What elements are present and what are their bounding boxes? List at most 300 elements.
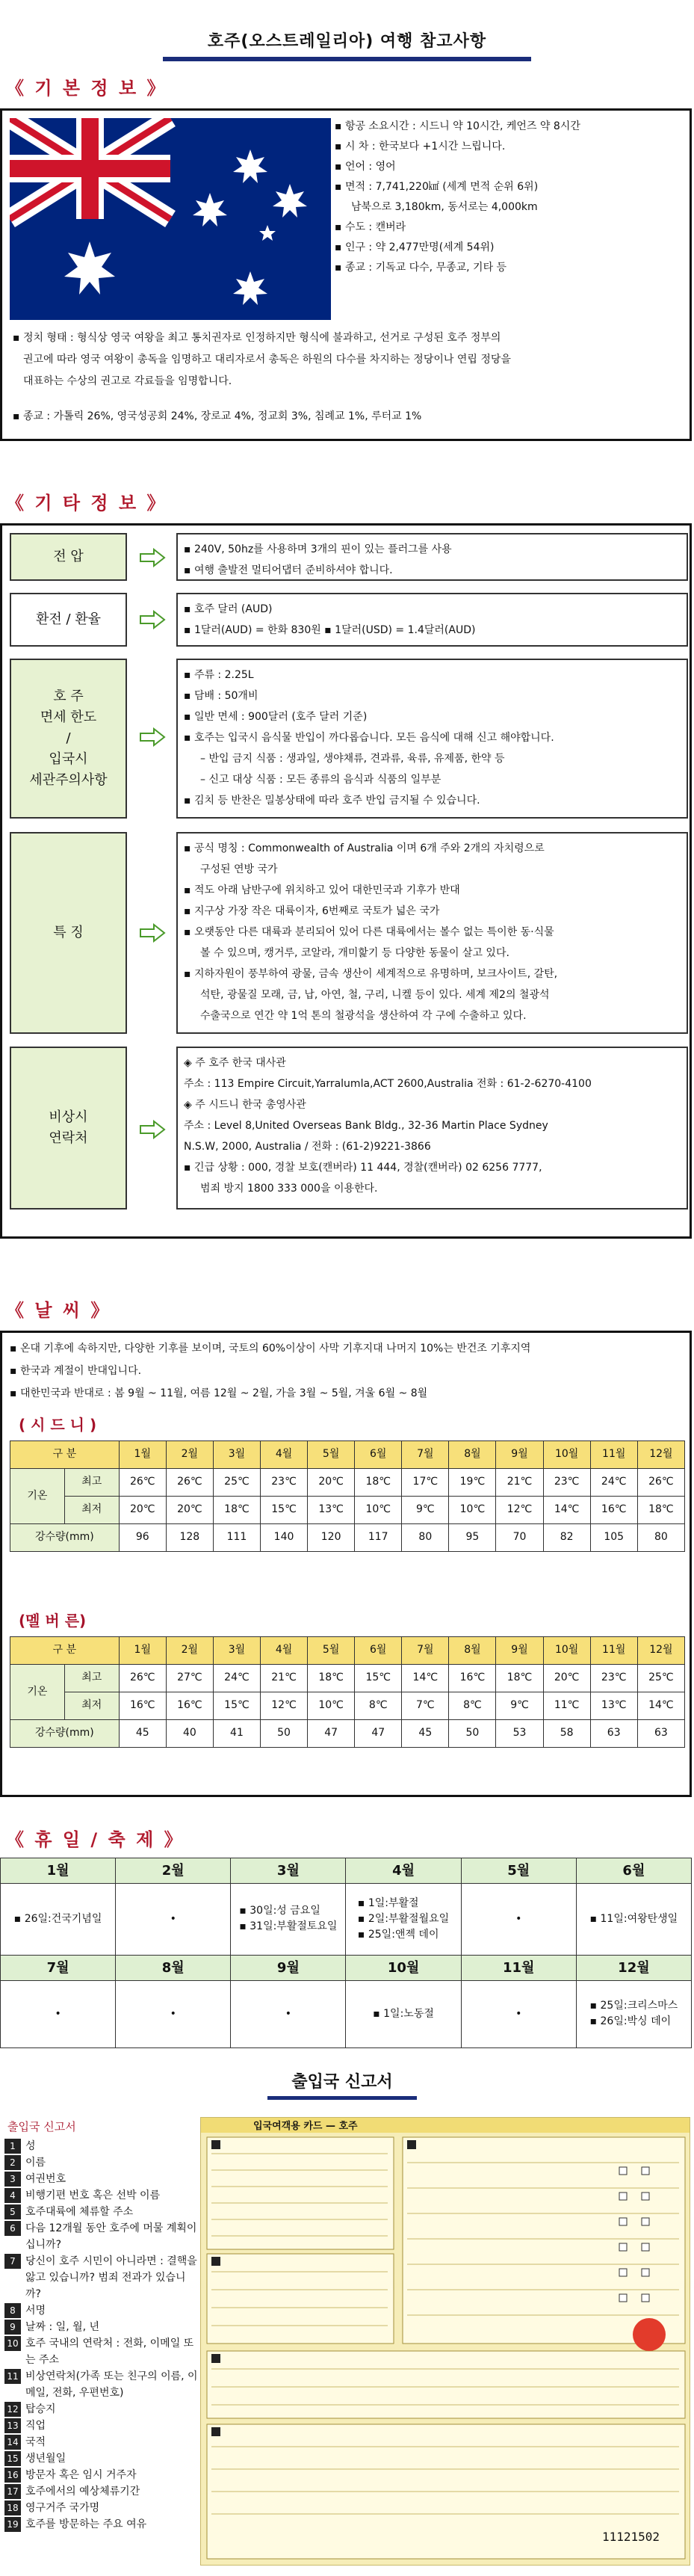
arrow-right-icon <box>139 923 166 943</box>
max-temp-cell: 20℃ <box>543 1665 590 1692</box>
exchange-label: 환전 / 환율 <box>10 593 127 647</box>
arrival-field-item <box>4 2516 200 2533</box>
duty-free-line: – 신고 대상 식품 : 모든 종류의 음식과 식품의 일부분 <box>200 774 442 786</box>
weather-header-cell: 9월 <box>496 1441 543 1469</box>
holiday-text <box>239 1903 337 1935</box>
max-temp-cell: 25℃ <box>637 1665 684 1692</box>
rainfall-cell: 50 <box>261 1720 308 1748</box>
max-temp-cell: 18℃ <box>355 1469 402 1497</box>
min-temp-cell: 15℃ <box>261 1497 308 1524</box>
holiday-entry: ▪ 30일:성 금요일 <box>239 1905 320 1917</box>
holiday-text <box>590 1998 678 2030</box>
weather-header-cell: 5월 <box>308 1637 355 1665</box>
rainfall-cell: 80 <box>402 1524 449 1552</box>
features-line: 석탄, 광물질 모래, 금, 납, 아연, 철, 구리, 니켈 등이 있다. 세계 제2의 철광석 <box>200 989 550 1001</box>
holiday-cell <box>576 1981 691 2048</box>
min-temp-cell: 9℃ <box>402 1497 449 1524</box>
arrow-right-icon <box>139 1120 166 1139</box>
holiday-entry: • <box>55 2007 61 2020</box>
weather-header-row <box>10 1637 685 1665</box>
rainfall-cell: 120 <box>308 1524 355 1552</box>
duty-free-content <box>176 659 688 819</box>
arrival-field-item <box>4 2187 200 2204</box>
max-temp-cell: 26℃ <box>119 1469 166 1497</box>
rainfall-cell: 111 <box>213 1524 260 1552</box>
holiday-cell <box>1 1884 116 1956</box>
holiday-entry: • <box>515 1912 522 1925</box>
weather-header-cell: 9월 <box>496 1637 543 1665</box>
sydney-weather-table <box>10 1440 685 1552</box>
holiday-month-cell: 8월 <box>116 1956 231 1981</box>
arrival-field-item <box>4 2500 200 2516</box>
exchange-content <box>176 593 688 647</box>
min-temp-label: 최저 <box>64 1497 119 1524</box>
min-temp-cell: 13℃ <box>308 1497 355 1524</box>
field-description: 이름 <box>25 2157 46 2169</box>
arrival-list-heading: 출입국 신고서 <box>7 2120 76 2133</box>
emergency-line: 범죄 방지 1800 333 000을 이용한다. <box>200 1183 378 1195</box>
features-line: ▪ 적도 아래 남반구에 위치하고 있어 대한민국과 기후가 반대 <box>184 884 460 896</box>
weather-header-cell: 1월 <box>119 1441 166 1469</box>
capital: ▪ 수도 : 캔버라 <box>335 221 406 233</box>
holidays-heading: 《 휴 일 / 축 제 》 <box>6 1829 185 1850</box>
max-temp-label: 최고 <box>64 1665 119 1692</box>
holiday-entry: • <box>170 1912 176 1925</box>
field-number-badge: 1 <box>4 2139 21 2154</box>
weather-max-row <box>10 1665 685 1692</box>
max-temp-cell: 21℃ <box>496 1469 543 1497</box>
flight-time: ▪ 항공 소요시간 : 시드니 약 10시간, 케언즈 약 8시간 <box>335 120 580 132</box>
max-temp-cell: 19℃ <box>449 1469 496 1497</box>
weather-header-cell: 1월 <box>119 1637 166 1665</box>
rainfall-cell: 53 <box>496 1720 543 1748</box>
field-description: 영구거주 국가명 <box>25 2502 100 2514</box>
emergency-line: ▪ 긴급 상황 : 000, 경찰 보호(캔버라) 11 444, 경찰(캔버라) 02 6256 7777, <box>184 1162 542 1174</box>
field-description: 직업 <box>25 2420 46 2432</box>
min-temp-cell: 20℃ <box>119 1497 166 1524</box>
holiday-month-cell: 7월 <box>1 1956 116 1981</box>
holiday-cell <box>461 1884 576 1956</box>
exchange-line: ▪ 1달러(AUD) = 한화 830원 ▪ 1달러(USD) = 1.4달러(AUD) <box>184 624 476 636</box>
rainfall-cell: 47 <box>355 1720 402 1748</box>
min-temp-cell: 8℃ <box>449 1692 496 1720</box>
duty-free-line: – 반입 금지 식품 : 생과일, 생야채류, 견과류, 육류, 유제품, 한약 등 <box>200 753 505 765</box>
min-temp-label: 최저 <box>64 1692 119 1720</box>
page-title <box>163 27 531 61</box>
duty-free-line: ▪ 일반 면세 : 900달러 (호주 달러 기준) <box>184 711 368 723</box>
holiday-entry: • <box>170 2007 176 2020</box>
max-temp-cell: 15℃ <box>355 1665 402 1692</box>
rainfall-cell: 45 <box>402 1720 449 1748</box>
max-temp-cell: 25℃ <box>213 1469 260 1497</box>
max-temp-cell: 17℃ <box>402 1469 449 1497</box>
max-temp-label: 최고 <box>64 1469 119 1497</box>
holiday-text <box>55 2006 61 2022</box>
misc-info-heading: 《 기 타 정 보 》 <box>6 493 167 514</box>
field-description: 호주를 방문하는 주요 여유 <box>25 2518 147 2530</box>
max-temp-cell: 21℃ <box>261 1665 308 1692</box>
arrival-field-item <box>4 2171 200 2187</box>
rainfall-cell: 105 <box>590 1524 637 1552</box>
holiday-month-cell: 10월 <box>346 1956 461 1981</box>
holiday-value-row <box>1 1884 692 1956</box>
min-temp-cell: 16℃ <box>166 1692 213 1720</box>
basic-info-box <box>0 108 692 441</box>
voltage-content <box>176 533 688 581</box>
min-temp-cell: 9℃ <box>496 1692 543 1720</box>
holiday-entry: ▪ 26일:건국기념일 <box>13 1912 102 1925</box>
arrival-card-form-graphic <box>201 2118 690 2566</box>
min-temp-cell: 10℃ <box>355 1497 402 1524</box>
holiday-entry: ▪ 1일:부활절 <box>357 1896 419 1909</box>
holiday-cell <box>576 1884 691 1956</box>
field-number-badge: 14 <box>4 2435 21 2450</box>
arrival-field-item <box>4 2220 200 2253</box>
min-temp-cell: 12℃ <box>261 1692 308 1720</box>
weather-intro <box>10 1337 530 1405</box>
exchange-line: ▪ 호주 달러 (AUD) <box>184 603 273 615</box>
arrival-field-item <box>4 2450 200 2467</box>
weather-rain-row <box>10 1524 685 1552</box>
weather-heading: 《 날 씨 》 <box>6 1300 111 1321</box>
min-temp-cell: 18℃ <box>213 1497 260 1524</box>
weather-header-cell: 12월 <box>637 1637 684 1665</box>
field-description: 날짜 : 일, 월, 년 <box>25 2321 100 2333</box>
weather-header-cell: 6월 <box>355 1441 402 1469</box>
rainfall-cell: 40 <box>166 1720 213 1748</box>
holiday-month-cell: 11월 <box>461 1956 576 1981</box>
features-line: ▪ 공식 명칭 : Commonwealth of Australia 이며 6개 주와 2개의 자치령으로 <box>184 842 545 854</box>
features-line: ▪ 오랫동안 다른 대륙과 분리되어 있어 다른 대륙에서는 볼수 없는 특이한 동·식물 <box>184 926 554 938</box>
title-underline <box>163 57 531 61</box>
arrow-right-icon <box>139 727 166 747</box>
arrival-field-item <box>4 2418 200 2434</box>
rainfall-cell: 58 <box>543 1720 590 1748</box>
emergency-line: ◈ 주 시드니 한국 총영사관 <box>184 1099 306 1111</box>
politics-line-1: ▪ 정치 형태 : 형식상 영국 여왕을 최고 통치권자로 인정하지만 형식에 불과하고, 선거로 구성된 호주 정부의 <box>13 332 501 344</box>
field-description: 탑승지 <box>25 2403 56 2415</box>
field-description: 당신이 호주 시민이 아니라면 : 결핵을 앓고 있습니까? 범죄 전과가 있습니까? <box>25 2255 197 2300</box>
rainfall-cell: 45 <box>119 1720 166 1748</box>
weather-header-cell: 4월 <box>261 1637 308 1665</box>
holiday-entry: ▪ 1일:노동절 <box>373 2007 434 2020</box>
arrival-field-item <box>4 2368 200 2401</box>
max-temp-cell: 20℃ <box>308 1469 355 1497</box>
voltage-label: 전 압 <box>10 533 127 581</box>
holiday-text <box>515 1911 521 1927</box>
field-number-badge: 3 <box>4 2172 21 2187</box>
arrival-card-underline <box>267 2096 417 2100</box>
weather-intro-line: ▪ 대한민국과 반대로 : 봄 9월 ~ 11월, 여름 12월 ~ 2월, 가을 3월 ~ 5월, 겨울 6월 ~ 8월 <box>10 1387 428 1399</box>
field-description: 방문자 혹은 임시 거주자 <box>25 2469 137 2481</box>
arrival-field-item <box>4 2154 200 2171</box>
weather-header-cell: 4월 <box>261 1441 308 1469</box>
holiday-entry: ▪ 25일:크리스마스 <box>589 2000 678 2012</box>
holiday-month-cell: 12월 <box>576 1956 691 1981</box>
holiday-cell <box>346 1981 461 2048</box>
duty-free-label: 호 주 면세 한도 / 입국시 세관주의사항 <box>10 659 127 819</box>
holiday-text <box>358 1896 449 1943</box>
emergency-line: 주소 : 113 Empire Circuit,Yarralumla,ACT 2600,Australia 전화 : 61-2-6270-4100 <box>184 1078 592 1090</box>
field-description: 호주대륙에 체류할 주소 <box>25 2206 134 2218</box>
holiday-entry: ▪ 11일:여왕탄생일 <box>589 1912 678 1925</box>
emergency-line: ◈ 주 호주 한국 대사관 <box>184 1057 286 1069</box>
features-line: ▪ 지하자원이 풍부하여 광물, 금속 생산이 세계적으로 유명하며, 보크사이트, 갈탄, <box>184 968 558 980</box>
weather-header-cell: 7월 <box>402 1637 449 1665</box>
max-temp-cell: 18℃ <box>496 1665 543 1692</box>
max-temp-cell: 26℃ <box>166 1469 213 1497</box>
weather-header-cell: 5월 <box>308 1441 355 1469</box>
emergency-line: 주소 : Level 8,United Overseas Bank Bldg., 32-36 Martin Place Sydney <box>184 1120 548 1132</box>
rainfall-cell: 82 <box>543 1524 590 1552</box>
field-description: 호주 국내의 연락처 : 전화, 이메일 또는 주소 <box>25 2338 194 2366</box>
max-temp-cell: 23℃ <box>261 1469 308 1497</box>
voltage-line: ▪ 여행 출발전 멀티어댑터 준비하셔야 합니다. <box>184 564 393 576</box>
holiday-month-cell: 9월 <box>231 1956 346 1981</box>
holiday-value-row <box>1 1981 692 2048</box>
holiday-month-cell: 3월 <box>231 1858 346 1884</box>
holiday-month-cell: 1월 <box>1 1858 116 1884</box>
weather-header-cell: 구 분 <box>10 1637 120 1665</box>
area: ▪ 면적 : 7,741,220㎢ (세계 면적 순위 6위) <box>335 181 539 193</box>
holiday-month-cell: 5월 <box>461 1858 576 1884</box>
holiday-text <box>515 2006 521 2022</box>
weather-rain-row <box>10 1720 685 1748</box>
field-description: 비행기편 번호 혹은 선박 이름 <box>25 2190 161 2201</box>
holiday-entry: ▪ 25일:앤젝 데이 <box>357 1928 439 1941</box>
emergency-line: N.S.W, 2000, Australia / 전화 : (61-2)9221-3866 <box>184 1141 431 1153</box>
min-temp-cell: 14℃ <box>543 1497 590 1524</box>
weather-header-cell: 10월 <box>543 1637 590 1665</box>
holiday-month-cell: 2월 <box>116 1858 231 1884</box>
rainfall-cell: 63 <box>590 1720 637 1748</box>
rainfall-cell: 70 <box>496 1524 543 1552</box>
australian-flag-icon <box>10 118 331 320</box>
weather-header-cell: 3월 <box>213 1637 260 1665</box>
min-temp-cell: 18℃ <box>637 1497 684 1524</box>
min-temp-cell: 11℃ <box>543 1692 590 1720</box>
max-temp-cell: 24℃ <box>590 1469 637 1497</box>
field-description: 비상연락처(가족 또는 친구의 이름, 이메일, 전화, 우편번호) <box>25 2370 198 2399</box>
max-temp-cell: 18℃ <box>308 1665 355 1692</box>
politics-line-2: 권고에 따라 영국 여왕이 총독을 임명하고 대리자로서 총독은 하원의 다수를 차지하는 정당이나 연립 정당을 <box>23 354 511 366</box>
arrival-field-item <box>4 2401 200 2418</box>
features-line: ▪ 지구상 가장 작은 대륙이자, 6번째로 국토가 넓은 국가 <box>184 905 440 917</box>
min-temp-cell: 10℃ <box>308 1692 355 1720</box>
field-description: 여권번호 <box>25 2173 66 2185</box>
holiday-month-row <box>1 1956 692 1981</box>
holiday-cell <box>116 1981 231 2048</box>
arrival-card-serial: 11121502 <box>601 2530 660 2545</box>
features-content <box>176 832 688 1034</box>
city-name-sydney: ( 시 드 니 ) <box>19 1416 97 1434</box>
weather-header-row <box>10 1441 685 1469</box>
weather-header-cell: 7월 <box>402 1441 449 1469</box>
field-number-badge: 18 <box>4 2500 21 2515</box>
rainfall-label: 강수량(mm) <box>10 1720 120 1748</box>
rainfall-cell: 117 <box>355 1524 402 1552</box>
field-description: 서명 <box>25 2305 46 2317</box>
weather-header-cell: 3월 <box>213 1441 260 1469</box>
weather-intro-line: ▪ 한국과 계절이 반대입니다. <box>10 1365 142 1377</box>
max-temp-cell: 26℃ <box>637 1469 684 1497</box>
min-temp-cell: 20℃ <box>166 1497 213 1524</box>
field-number-badge: 9 <box>4 2320 21 2335</box>
temperature-label: 기온 <box>10 1665 65 1720</box>
field-number-badge: 13 <box>4 2418 21 2433</box>
weather-header-cell: 8월 <box>449 1637 496 1665</box>
weather-header-cell: 6월 <box>355 1637 402 1665</box>
holiday-cell <box>1 1981 116 2048</box>
min-temp-cell: 16℃ <box>119 1692 166 1720</box>
weather-max-row <box>10 1469 685 1497</box>
duty-free-line: ▪ 호주는 입국시 음식물 반입이 까다롭습니다. 모든 음식에 대해 신고 해야합니다. <box>184 732 554 744</box>
holiday-text <box>590 1911 678 1927</box>
holiday-month-cell: 4월 <box>346 1858 461 1884</box>
weather-header-cell: 12월 <box>637 1441 684 1469</box>
melbourne-weather-table <box>10 1636 685 1748</box>
holiday-month-row <box>1 1858 692 1884</box>
field-number-badge: 12 <box>4 2402 21 2417</box>
field-number-badge: 17 <box>4 2484 21 2499</box>
area-detail: 남북으로 3,180km, 동서로는 4,000km <box>351 201 538 213</box>
rainfall-cell: 47 <box>308 1720 355 1748</box>
page-title-text: 호주(오스트레일리아) 여행 참고사항 <box>207 32 487 51</box>
min-temp-cell: 8℃ <box>355 1692 402 1720</box>
holiday-text <box>14 1911 102 1927</box>
field-number-badge: 11 <box>4 2369 21 2384</box>
max-temp-cell: 27℃ <box>166 1665 213 1692</box>
holiday-entry: ▪ 31일:부활절토요일 <box>239 1920 338 1933</box>
field-description: 호주에서의 예상체류기간 <box>25 2486 140 2498</box>
holiday-cell <box>461 1981 576 2048</box>
weather-min-row <box>10 1497 685 1524</box>
field-number-badge: 8 <box>4 2303 21 2318</box>
rainfall-label: 강수량(mm) <box>10 1524 120 1552</box>
weather-box <box>0 1331 692 1797</box>
weather-header-cell: 2월 <box>166 1441 213 1469</box>
emergency-content <box>176 1047 688 1210</box>
min-temp-cell: 16℃ <box>590 1497 637 1524</box>
voltage-line: ▪ 240V, 50hz를 사용하며 3개의 핀이 있는 플러그를 사용 <box>184 543 452 555</box>
field-number-badge: 19 <box>4 2517 21 2532</box>
politics-text <box>13 327 685 392</box>
weather-header-cell: 2월 <box>166 1637 213 1665</box>
max-temp-cell: 16℃ <box>449 1665 496 1692</box>
arrival-field-item <box>4 2138 200 2154</box>
min-temp-cell: 13℃ <box>590 1692 637 1720</box>
field-number-badge: 6 <box>4 2221 21 2236</box>
arrival-field-item <box>4 2483 200 2500</box>
duty-free-line: ▪ 담배 : 50개비 <box>184 690 258 702</box>
religion-summary: ▪ 종교 : 기독교 다수, 무종교, 기타 등 <box>335 262 507 274</box>
holiday-cell <box>231 1884 346 1956</box>
holiday-entry: ▪ 26일:박싱 데이 <box>589 2015 672 2028</box>
duty-free-line: ▪ 김치 등 반찬은 밀봉상태에 따라 호주 반입 금지될 수 있습니다. <box>184 795 480 807</box>
min-temp-cell: 12℃ <box>496 1497 543 1524</box>
weather-header-cell: 8월 <box>449 1441 496 1469</box>
city-name-melbourne: (멜 버 른) <box>19 1612 87 1630</box>
holiday-cell <box>231 1981 346 2048</box>
basic-info-list <box>335 117 686 278</box>
field-number-badge: 4 <box>4 2188 21 2203</box>
arrival-field-item <box>4 2467 200 2483</box>
weather-min-row <box>10 1692 685 1720</box>
rainfall-cell: 128 <box>166 1524 213 1552</box>
rainfall-cell: 41 <box>213 1720 260 1748</box>
field-description: 다음 12개월 동안 호주에 머물 계획이십니까? <box>25 2222 197 2251</box>
max-temp-cell: 24℃ <box>213 1665 260 1692</box>
min-temp-cell: 7℃ <box>402 1692 449 1720</box>
temperature-label: 기온 <box>10 1469 65 1524</box>
religion-detail: ▪ 종교 : 가톨릭 26%, 영국성공회 24%, 장로교 4%, 정교회 3%, 침례교 1%, 루터교 1% <box>13 410 422 422</box>
features-label: 특 징 <box>10 832 127 1034</box>
rainfall-cell: 140 <box>261 1524 308 1552</box>
arrival-field-item <box>4 2335 200 2368</box>
basic-info-heading: 《 기 본 정 보 》 <box>6 78 167 99</box>
holiday-entry: ▪ 2일:부활절월요일 <box>357 1912 450 1925</box>
field-number-badge: 5 <box>4 2204 21 2219</box>
time-difference: ▪ 시 차 : 한국보다 +1시간 느립니다. <box>335 141 506 152</box>
rainfall-cell: 50 <box>449 1720 496 1748</box>
duty-free-line: ▪ 주류 : 2.25L <box>184 669 254 681</box>
max-temp-cell: 14℃ <box>402 1665 449 1692</box>
arrival-card-title-text: 출입국 신고서 <box>291 2073 393 2092</box>
rainfall-cell: 63 <box>637 1720 684 1748</box>
weather-intro-line: ▪ 온대 기후에 속하지만, 다양한 기후를 보이며, 국토의 60%이상이 사막 기후지대 나머지 10%는 반건조 기후지역 <box>10 1343 531 1355</box>
language: ▪ 언어 : 영어 <box>335 161 396 173</box>
max-temp-cell: 23℃ <box>543 1469 590 1497</box>
field-number-badge: 10 <box>4 2336 21 2351</box>
arrival-card-image <box>200 2117 690 2566</box>
holiday-text <box>285 2006 291 2022</box>
min-temp-cell: 14℃ <box>637 1692 684 1720</box>
arrival-card-title <box>267 2069 417 2100</box>
holidays-table <box>0 1858 692 2048</box>
features-line: 볼 수 있으며, 캥거루, 코알라, 개미핥기 등 다양한 동물이 살고 있다. <box>200 947 509 959</box>
rainfall-cell: 80 <box>637 1524 684 1552</box>
emergency-label: 비상시 연락처 <box>10 1047 127 1210</box>
max-temp-cell: 23℃ <box>590 1665 637 1692</box>
holiday-entry: • <box>515 2007 522 2020</box>
features-line: 구성된 연방 국가 <box>200 863 278 875</box>
arrow-right-icon <box>139 548 166 567</box>
holiday-text <box>373 2006 434 2022</box>
min-temp-cell: 10℃ <box>449 1497 496 1524</box>
arrow-right-icon <box>139 610 166 629</box>
arrival-field-item <box>4 2302 200 2319</box>
holiday-text <box>170 2006 176 2022</box>
rainfall-cell: 96 <box>119 1524 166 1552</box>
arrival-field-item <box>4 2253 200 2302</box>
misc-info-box <box>0 523 692 1239</box>
weather-header-cell: 구 분 <box>10 1441 120 1469</box>
max-temp-cell: 26℃ <box>119 1665 166 1692</box>
arrival-field-list <box>4 2138 200 2533</box>
field-number-badge: 15 <box>4 2451 21 2466</box>
field-description: 국적 <box>25 2436 46 2448</box>
min-temp-cell: 15℃ <box>213 1692 260 1720</box>
holiday-entry: • <box>285 2007 292 2020</box>
rainfall-cell: 95 <box>449 1524 496 1552</box>
weather-header-cell: 10월 <box>543 1441 590 1469</box>
features-line: 수출국으로 연간 약 1억 톤의 철광석을 생산하여 각 구에 수출하고 있다. <box>200 1010 527 1022</box>
holiday-month-cell: 6월 <box>576 1858 691 1884</box>
field-description: 생년월일 <box>25 2453 66 2465</box>
arrival-card-form-title: 입국여객용 카드 — 호주 <box>253 2121 358 2132</box>
field-number-badge: 16 <box>4 2468 21 2483</box>
arrival-field-item <box>4 2204 200 2220</box>
